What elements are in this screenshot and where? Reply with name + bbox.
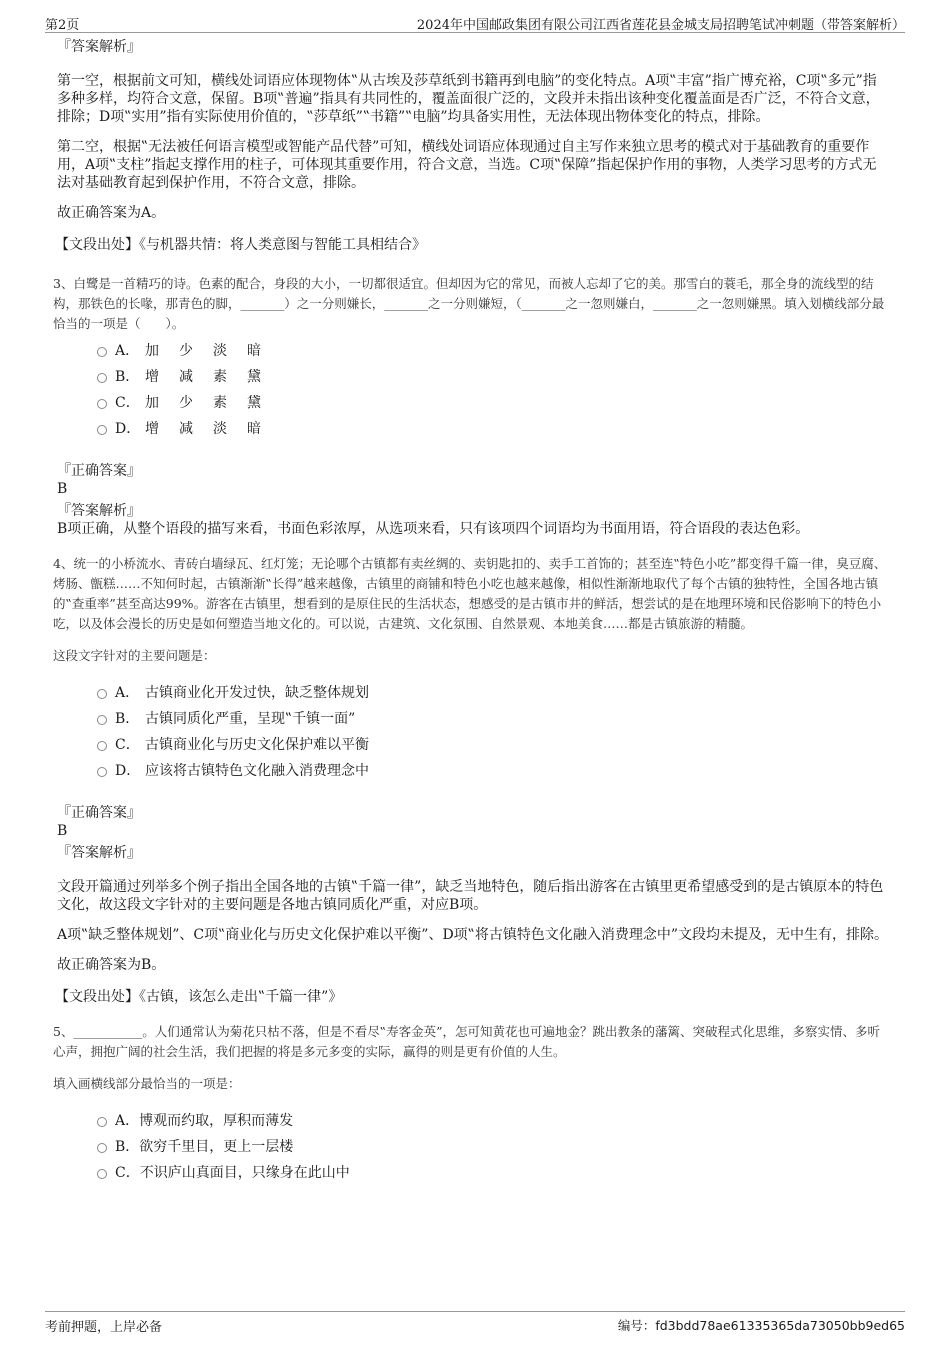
answer-conclusion: 故正确答案为A。 xyxy=(57,205,166,221)
question-4-text: 4、统一的小桥流水、青砖白墙绿瓦、红灯笼；无论哪个古镇都有卖丝绸的、卖钥匙扣的、卖手工首饰的；甚至连‟特色小吃”都变得千篇一律，臭豆腐、烤肠、甑糕……不知何时起，古镇渐渐‟长得”越来越像，古镇里的商铺和特色小吃也越来越像，相似性渐渐地取代了每个古镇的独特性，全国各地古镇的‟查重率”甚至高达99%。游客在古镇里，想看到的是原住民的生活状态，想感受的是古镇市井的鲜活，想尝试的是在地理环境和民俗影响下的特色小吃，以及体会漫长的历史是如何塑造当地文化的。可以说，古建筑、文化氛围、自然景观、本地美食……都是古镇旅游的精髓。 xyxy=(53,556,887,631)
radio-icon[interactable] xyxy=(97,347,107,357)
question-4-prompt: 这段文字针对的主要问题是： xyxy=(53,648,216,663)
option-b[interactable]: B． 增 减 素 黛 xyxy=(57,364,890,390)
question-4-options xyxy=(57,680,890,784)
option-c[interactable]: C．不识庐山真面目，只缘身在此山中 xyxy=(57,1160,890,1186)
option-c[interactable]: C． 加 少 素 黛 xyxy=(57,390,890,416)
radio-icon[interactable] xyxy=(97,399,107,409)
correct-answer: B xyxy=(57,823,68,839)
radio-icon[interactable] xyxy=(97,373,107,383)
analysis-paragraph: 第二空，根据‟无法被任何语言模型或智能产品代替”可知，横线处词语应体现通过自主写作来独立思考的模式对于基础教育的重要作用，A项‟支柱”指起支撑作用的柱子，可体现其重要作用，符合文意，当选。C项‟保障”指起保护作用的事物，人类学习思考的方式无法对基础教育起到保护作用，不符合文意，排除。 xyxy=(57,139,877,191)
page-content xyxy=(53,38,890,1186)
question-5-prompt: 填入画横线部分最恰当的一项是： xyxy=(53,1076,241,1091)
option-d[interactable]: D． 应该将古镇特色文化融入消费理念中 xyxy=(57,758,890,784)
option-d[interactable]: D． 增 减 淡 暗 xyxy=(57,416,890,442)
footer-slogan: 考前押题，上岸必备 xyxy=(45,1320,163,1335)
analysis-paragraph: 文段开篇通过列举多个例子指出全国各地的古镇‟千篇一律”，缺乏当地特色，随后指出游客在古镇里更希望感受到的是古镇原本的特色文化，故这段文字针对的主要问题是各地古镇同质化严重，对应B项。 xyxy=(57,879,884,913)
source-citation: 【文段出处】《与机器共情：将人类意图与智能工具相结合》 xyxy=(55,237,426,253)
answer-conclusion: 故正确答案为B。 xyxy=(57,957,166,973)
radio-icon[interactable] xyxy=(97,1143,107,1153)
analysis-paragraph: A项‟缺乏整体规划”、C项‟商业化与历史文化保护难以平衡”、D项‟将古镇特色文化融入消费理念中”文段均未提及，无中生有，排除。 xyxy=(57,927,888,943)
question-3-options xyxy=(57,338,890,442)
analysis-label: 『答案解析』 xyxy=(57,845,141,861)
radio-icon[interactable] xyxy=(97,767,107,777)
radio-icon[interactable] xyxy=(97,715,107,725)
radio-icon[interactable] xyxy=(97,1117,107,1127)
radio-icon[interactable] xyxy=(97,741,107,751)
option-a[interactable]: A．博观而约取，厚积而薄发 xyxy=(57,1108,890,1134)
option-b[interactable]: B． 古镇同质化严重，呈现‟千镇一面” xyxy=(57,706,890,732)
page-number: 第2页 xyxy=(45,18,80,33)
radio-icon[interactable] xyxy=(97,689,107,699)
analysis-paragraph: 第一空，根据前文可知，横线处词语应体现物体‟从古埃及莎草纸到书籍再到电脑”的变化特点。A项‟丰富”指广博充裕，C项‟多元”指多种多样，均符合文意，保留。B项‟普遍”指具有共同性的，覆盖面很广泛的，文段并未指出该种变化覆盖面是否广泛，不符合文意，排除；D项‟实用”指有实际使用价值的，‟莎草纸”‟书籍”‟电脑”均具备实用性，无法体现出物体变化的特点，排除。 xyxy=(57,73,880,125)
question-3-text: 3、白鹭是一首精巧的诗。色素的配合，身段的大小，一切都很适宜。但却因为它的常见，而被人忘却了它的美。那雪白的蓑毛，那全身的流线型的结构，那铁色的长喙，那青色的脚，_______）之一分则嫌长，_______之一分则嫌短，（_______之一忽则嫌白，_______之一忽则嫌黑。填入划横线部分最恰当的一项是（ ）。 xyxy=(53,276,885,331)
option-a[interactable]: A． 古镇商业化开发过快，缺乏整体规划 xyxy=(57,680,890,706)
option-b[interactable]: B．欲穷千里目，更上一层楼 xyxy=(57,1134,890,1160)
correct-answer-label: 『正确答案』 xyxy=(57,805,141,821)
question-5-text: 5、___________。人们通常认为菊花只枯不落，但是不看尽‟寿客金英”，怎可知黄花也可遍地金？跳出教条的藩篱、突破程式化思维，多察实情、多听心声，拥抱广阔的社会生活，我们把握的将是多元多变的实际，赢得的则是更有价值的人生。 xyxy=(53,1024,880,1059)
correct-answer-label: 『正确答案』 xyxy=(57,463,141,479)
analysis-label: 『答案解析』 xyxy=(57,39,141,55)
page-header xyxy=(45,12,905,33)
document-title: 2024年中国邮政集团有限公司江西省莲花县金城支局招聘笔试冲刺题（带答案解析） xyxy=(416,18,905,33)
radio-icon[interactable] xyxy=(97,1169,107,1179)
document-id: 编号：fd3bdd78ae61335365da73050bb9ed65 xyxy=(617,1318,905,1333)
page-footer xyxy=(45,1311,905,1338)
question-5-options xyxy=(57,1108,890,1186)
source-citation: 【文段出处】《古镇，该怎么走出‟千篇一律”》 xyxy=(55,989,343,1005)
analysis-label: 『答案解析』 xyxy=(57,503,141,519)
option-c[interactable]: C． 古镇商业化与历史文化保护难以平衡 xyxy=(57,732,890,758)
analysis-paragraph: B项正确，从整个语段的描写来看，书面色彩浓厚，从选项来看，只有该项四个词语均为书面用语，符合语段的表达色彩。 xyxy=(57,521,810,537)
correct-answer: B xyxy=(57,481,68,497)
radio-icon[interactable] xyxy=(97,425,107,435)
option-a[interactable]: A． 加 少 淡 暗 xyxy=(57,338,890,364)
